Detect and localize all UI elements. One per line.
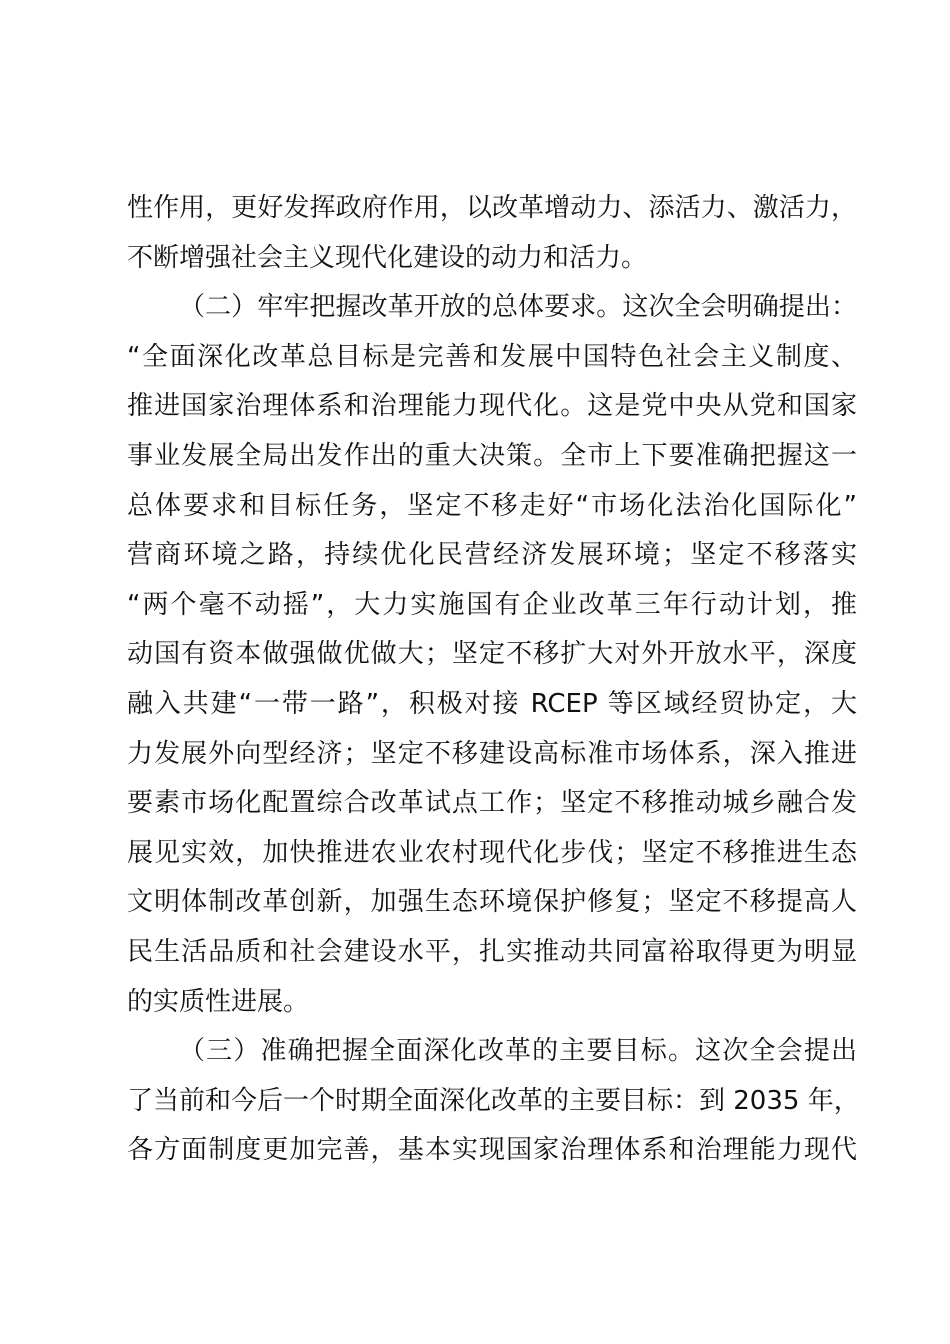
document-body — [127, 184, 860, 1176]
paragraph-2 — [127, 283, 857, 1027]
text-line: 展见实效，加快推进农业农村现代化步伐；坚定不移推进生态 — [127, 837, 857, 868]
paragraph-3 — [127, 1027, 860, 1176]
text-line: 融入共建“一带一路”，积极对接 RCEP 等区域经贸协定，大 — [127, 688, 857, 719]
text-line: “两个毫不动摇”，大力实施国有企业改革三年行动计划，推 — [127, 589, 857, 620]
text-line: 不断增强社会主义现代化建设的动力和活力。 — [127, 242, 648, 273]
text-line: 推进国家治理体系和治理能力现代化。这是党中央从党和国家 — [127, 391, 857, 422]
text-line: 的实质性进展。 — [127, 986, 310, 1017]
text-line: （二）牢牢把握改革开放的总体要求。这次全会明确提出： — [179, 292, 857, 323]
text-line: 营商环境之路，持续优化民营经济发展环境；坚定不移落实 — [127, 540, 857, 571]
text-line: 了当前和今后一个时期全面深化改革的主要目标：到 2035 年， — [127, 1085, 860, 1116]
text-line: 各方面制度更加完善，基本实现国家治理体系和治理能力现代 — [127, 1135, 857, 1166]
text-line: （三）准确把握全面深化改革的主要目标。这次全会提出 — [179, 1036, 857, 1067]
text-line: 性作用，更好发挥政府作用，以改革增动力、添活力、激活力， — [127, 193, 857, 223]
text-line: 事业发展全局出发作出的重大决策。全市上下要准确把握这一 — [127, 440, 857, 471]
text-line: “全面深化改革总目标是完善和发展中国特色社会主义制度、 — [127, 341, 857, 372]
text-line: 文明体制改革创新，加强生态环境保护修复；坚定不移提高人 — [127, 887, 857, 918]
text-line: 总体要求和目标任务，坚定不移走好“市场化法治化国际化” — [127, 490, 857, 521]
text-line: 动国有资本做强做优做大；坚定不移扩大对外开放水平，深度 — [127, 639, 857, 670]
text-line: 民生活品质和社会建设水平，扎实推动共同富裕取得更为明显 — [127, 936, 857, 967]
text-line: 要素市场化配置综合改革试点工作；坚定不移推动城乡融合发 — [127, 788, 857, 819]
text-line: 力发展外向型经济；坚定不移建设高标准市场体系，深入推进 — [127, 738, 857, 769]
paragraph-1 — [127, 184, 857, 283]
